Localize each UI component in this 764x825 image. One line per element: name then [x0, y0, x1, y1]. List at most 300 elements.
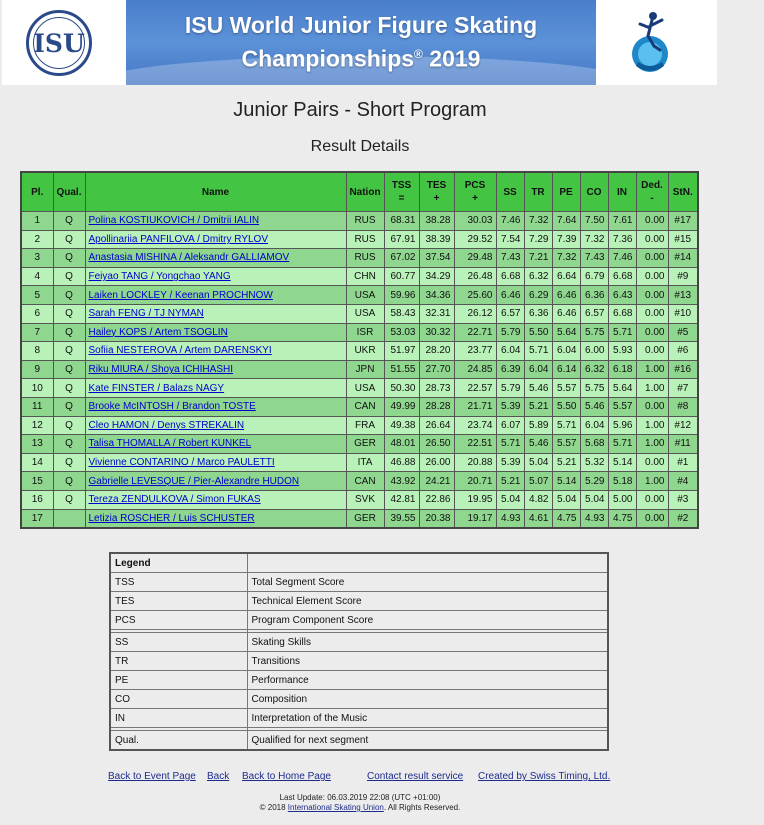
skater-name-link[interactable]: Feiyao TANG / Yongchao YANG [88, 271, 231, 283]
back-to-home-link[interactable]: Back to Home Page [242, 771, 331, 782]
copyright-prefix: © 2018 [259, 803, 286, 812]
cell-ded: 1.00 [636, 472, 668, 491]
skater-name-cell [85, 212, 346, 231]
col-header-ded-label: Ded. [641, 180, 663, 191]
page-title: Junior Pairs - Short Program [233, 99, 487, 121]
cell-nation: JPN [346, 360, 384, 379]
cell-co: 5.04 [580, 490, 608, 509]
cell-in: 5.64 [608, 379, 636, 398]
cell-co: 5.29 [580, 472, 608, 491]
legend-table [109, 552, 609, 751]
cell-pe: 5.14 [552, 472, 580, 491]
legend-desc: Performance [247, 671, 608, 690]
cell-tes: 27.70 [419, 360, 454, 379]
col-header-ded-op: - [650, 193, 654, 204]
cell-stn: #9 [668, 267, 698, 286]
cell-ded: 0.00 [636, 304, 668, 323]
cell-stn: #6 [668, 342, 698, 361]
cell-nation: RUS [346, 230, 384, 249]
cell-tr: 7.29 [524, 230, 552, 249]
col-header-pl: Pl. [21, 172, 53, 212]
skater-name-cell [85, 453, 346, 472]
legend-title-blank [247, 553, 608, 573]
cell-pl: 11 [21, 397, 53, 416]
cell-pcs: 25.60 [454, 286, 496, 305]
results-header-row [21, 172, 698, 212]
cell-co: 4.93 [580, 509, 608, 528]
table-row [21, 509, 698, 528]
col-header-tr: TR [524, 172, 552, 212]
copyright [0, 803, 720, 812]
skater-name-link[interactable]: Polina KOSTIUKOVICH / Dmitrii IALIN [88, 215, 260, 227]
cell-qual: Q [53, 249, 85, 268]
championship-banner [126, 0, 596, 85]
cell-tr: 4.82 [524, 490, 552, 509]
skater-name-cell [85, 304, 346, 323]
cell-pe: 6.46 [552, 286, 580, 305]
legend-row [110, 690, 608, 709]
cell-tes: 24.21 [419, 472, 454, 491]
cell-pl: 5 [21, 286, 53, 305]
cell-nation: ITA [346, 453, 384, 472]
cell-ss: 4.93 [496, 509, 524, 528]
col-header-name: Name [85, 172, 346, 212]
cell-tr: 5.50 [524, 323, 552, 342]
cell-qual: Q [53, 212, 85, 231]
cell-nation: GER [346, 509, 384, 528]
table-row [21, 342, 698, 361]
cell-stn: #8 [668, 397, 698, 416]
cell-tss: 53.03 [384, 323, 419, 342]
cell-ss: 7.46 [496, 212, 524, 231]
table-row [21, 304, 698, 323]
results-body [21, 212, 698, 529]
cell-stn: #11 [668, 435, 698, 454]
col-header-co: CO [580, 172, 608, 212]
cell-ded: 0.00 [636, 212, 668, 231]
cell-tss: 60.77 [384, 267, 419, 286]
cell-tes: 34.36 [419, 286, 454, 305]
skater-name-cell [85, 286, 346, 305]
skater-name-link[interactable]: Apollinariia PANFILOVA / Dmitry RYLOV [88, 233, 269, 245]
cell-pe: 5.21 [552, 453, 580, 472]
legend-abbr: PE [110, 671, 247, 690]
skater-name-cell [85, 472, 346, 491]
cell-co: 5.46 [580, 397, 608, 416]
cell-ss: 7.54 [496, 230, 524, 249]
cell-qual: Q [53, 323, 85, 342]
legend-row [110, 573, 608, 592]
cell-in: 4.75 [608, 509, 636, 528]
cell-pe: 5.64 [552, 323, 580, 342]
cell-nation: RUS [346, 249, 384, 268]
cell-ss: 5.04 [496, 490, 524, 509]
cell-tss: 42.81 [384, 490, 419, 509]
cell-qual: Q [53, 267, 85, 286]
col-header-pcs-label: PCS [464, 180, 486, 191]
col-header-tes-label: TES [426, 180, 447, 191]
cell-ded: 0.00 [636, 342, 668, 361]
banner-title-line2 [126, 41, 596, 73]
cell-pl: 12 [21, 416, 53, 435]
cell-pe: 7.39 [552, 230, 580, 249]
table-row [21, 416, 698, 435]
skater-name-link[interactable]: Letizia ROSCHER / Luis SCHUSTER [88, 512, 255, 524]
cell-co: 6.04 [580, 416, 608, 435]
cell-tr: 4.61 [524, 509, 552, 528]
legend-header-row [110, 553, 608, 573]
banner-title-year: 2019 [429, 45, 481, 72]
legend-abbr: PCS [110, 611, 247, 630]
cell-stn: #12 [668, 416, 698, 435]
cell-tss: 51.55 [384, 360, 419, 379]
legend-desc: Interpretation of the Music [247, 709, 608, 728]
cell-co: 7.32 [580, 230, 608, 249]
cell-ss: 6.04 [496, 342, 524, 361]
cell-pcs: 19.17 [454, 509, 496, 528]
cell-tes: 26.64 [419, 416, 454, 435]
legend-row [110, 731, 608, 751]
cell-stn: #13 [668, 286, 698, 305]
cell-qual [53, 509, 85, 528]
cell-in: 6.43 [608, 286, 636, 305]
cell-pl: 4 [21, 267, 53, 286]
cell-qual: Q [53, 490, 85, 509]
cell-in: 5.00 [608, 490, 636, 509]
cell-in: 7.36 [608, 230, 636, 249]
cell-in: 6.68 [608, 267, 636, 286]
table-row [21, 435, 698, 454]
cell-qual: Q [53, 472, 85, 491]
skater-name-link[interactable]: Riku MIURA / Shoya ICHIHASHI [88, 364, 233, 376]
col-header-pcs-op: + [472, 193, 478, 204]
cell-ss: 5.39 [496, 453, 524, 472]
table-row [21, 397, 698, 416]
cell-in: 5.71 [608, 435, 636, 454]
cell-pe: 5.50 [552, 397, 580, 416]
cell-co: 6.36 [580, 286, 608, 305]
skater-name-link[interactable]: Vivienne CONTARINO / Marco PAULETTI [88, 457, 275, 469]
skater-name-cell [85, 249, 346, 268]
cell-stn: #10 [668, 304, 698, 323]
cell-ded: 0.00 [636, 267, 668, 286]
cell-in: 7.46 [608, 249, 636, 268]
cell-pe: 7.32 [552, 249, 580, 268]
skater-name-link[interactable]: Kate FINSTER / Balazs NAGY [88, 382, 225, 394]
cell-stn: #3 [668, 490, 698, 509]
cell-tr: 5.89 [524, 416, 552, 435]
cell-pl: 3 [21, 249, 53, 268]
cell-nation: FRA [346, 416, 384, 435]
legend-abbr: TR [110, 652, 247, 671]
cell-tes: 28.73 [419, 379, 454, 398]
cell-pe: 4.75 [552, 509, 580, 528]
col-header-ss: SS [496, 172, 524, 212]
legend-desc: Transitions [247, 652, 608, 671]
skater-name-link[interactable]: Cleo HAMON / Denys STREKALIN [88, 419, 245, 431]
cell-qual: Q [53, 397, 85, 416]
cell-tr: 5.04 [524, 453, 552, 472]
cell-tr: 5.21 [524, 397, 552, 416]
cell-tss: 39.55 [384, 509, 419, 528]
skater-name-cell [85, 379, 346, 398]
cell-nation: RUS [346, 212, 384, 231]
skater-name-link[interactable]: Sarah FENG / TJ NYMAN [88, 308, 204, 320]
cell-pe: 6.64 [552, 267, 580, 286]
cell-stn: #4 [668, 472, 698, 491]
col-header-ded [636, 172, 668, 212]
table-row [21, 490, 698, 509]
cell-pcs: 23.74 [454, 416, 496, 435]
registered-mark: ® [414, 47, 423, 61]
cell-tes: 28.20 [419, 342, 454, 361]
cell-qual: Q [53, 435, 85, 454]
cell-pl: 10 [21, 379, 53, 398]
col-header-tss-op: = [398, 193, 405, 204]
cell-tss: 51.97 [384, 342, 419, 361]
cell-stn: #1 [668, 453, 698, 472]
cell-pe: 6.14 [552, 360, 580, 379]
cell-tes: 38.28 [419, 212, 454, 231]
cell-pcs: 26.12 [454, 304, 496, 323]
swiss-timing-link[interactable]: Created by Swiss Timing, Ltd. [478, 771, 611, 782]
cell-pe: 5.71 [552, 416, 580, 435]
cell-qual: Q [53, 360, 85, 379]
skater-name-cell [85, 267, 346, 286]
cell-co: 5.68 [580, 435, 608, 454]
table-row [21, 323, 698, 342]
cell-tr: 5.46 [524, 435, 552, 454]
cell-in: 5.18 [608, 472, 636, 491]
cell-tss: 50.30 [384, 379, 419, 398]
cell-co: 5.32 [580, 453, 608, 472]
cell-ded: 1.00 [636, 360, 668, 379]
skater-name-cell [85, 342, 346, 361]
legend-row [110, 611, 608, 630]
cell-ded: 0.00 [636, 249, 668, 268]
legend-abbr: IN [110, 709, 247, 728]
cell-tes: 34.29 [419, 267, 454, 286]
cell-in: 5.96 [608, 416, 636, 435]
cell-nation: CAN [346, 472, 384, 491]
cell-pl: 1 [21, 212, 53, 231]
cell-pe: 6.46 [552, 304, 580, 323]
cell-qual: Q [53, 286, 85, 305]
skater-name-link[interactable]: Talisa THOMALLA / Robert KUNKEL [88, 438, 252, 450]
cell-ded: 0.00 [636, 230, 668, 249]
cell-pcs: 29.48 [454, 249, 496, 268]
cell-in: 5.14 [608, 453, 636, 472]
cell-pe: 5.04 [552, 490, 580, 509]
cell-tr: 6.32 [524, 267, 552, 286]
cell-ded: 0.00 [636, 490, 668, 509]
cell-pl: 8 [21, 342, 53, 361]
legend-row [110, 633, 608, 652]
legend-title: Legend [110, 553, 247, 573]
back-to-event-link[interactable]: Back to Event Page [108, 771, 196, 782]
cell-pe: 7.64 [552, 212, 580, 231]
cell-qual: Q [53, 304, 85, 323]
cell-stn: #16 [668, 360, 698, 379]
cell-pcs: 30.03 [454, 212, 496, 231]
cell-nation: ISR [346, 323, 384, 342]
cell-tss: 46.88 [384, 453, 419, 472]
skater-name-link[interactable]: Laiken LOCKLEY / Keenan PROCHNOW [88, 289, 273, 301]
cell-tr: 6.36 [524, 304, 552, 323]
skater-name-cell [85, 509, 346, 528]
skater-name-cell [85, 323, 346, 342]
isu-logo-text: ISU [33, 28, 85, 58]
cell-co: 6.00 [580, 342, 608, 361]
cell-co: 7.43 [580, 249, 608, 268]
cell-pl: 2 [21, 230, 53, 249]
cell-stn: #17 [668, 212, 698, 231]
skater-name-link[interactable]: Tereza ZENDULKOVA / Simon FUKAS [88, 494, 261, 506]
cell-ded: 1.00 [636, 379, 668, 398]
legend-abbr: TSS [110, 573, 247, 592]
legend-desc: Program Component Score [247, 611, 608, 630]
skater-name-cell [85, 360, 346, 379]
isu-logo[interactable] [26, 10, 92, 76]
table-row [21, 379, 698, 398]
cell-nation: USA [346, 379, 384, 398]
cell-co: 5.75 [580, 323, 608, 342]
legend-abbr: Qual. [110, 731, 247, 751]
cell-pe: 6.04 [552, 342, 580, 361]
cell-in: 5.57 [608, 397, 636, 416]
cell-ded: 0.00 [636, 397, 668, 416]
cell-tr: 6.29 [524, 286, 552, 305]
cell-pcs: 20.88 [454, 453, 496, 472]
cell-in: 6.18 [608, 360, 636, 379]
cell-co: 6.57 [580, 304, 608, 323]
cell-nation: CAN [346, 397, 384, 416]
legend-desc: Total Segment Score [247, 573, 608, 592]
contact-result-service-link[interactable]: Contact result service [367, 771, 464, 782]
cell-co: 6.32 [580, 360, 608, 379]
cell-nation: SVK [346, 490, 384, 509]
cell-ss: 6.46 [496, 286, 524, 305]
cell-tes: 20.38 [419, 509, 454, 528]
cell-tss: 58.43 [384, 304, 419, 323]
cell-pl: 7 [21, 323, 53, 342]
banner-title-word: Championships [241, 45, 415, 72]
skater-name-cell [85, 435, 346, 454]
cell-ss: 5.79 [496, 379, 524, 398]
cell-tes: 38.39 [419, 230, 454, 249]
table-row [21, 360, 698, 379]
cell-tes: 37.54 [419, 249, 454, 268]
cell-tr: 5.46 [524, 379, 552, 398]
isu-link[interactable]: International Skating Union [287, 803, 384, 812]
cell-tss: 59.96 [384, 286, 419, 305]
cell-ss: 6.57 [496, 304, 524, 323]
legend-row [110, 671, 608, 690]
cell-ded: 0.00 [636, 509, 668, 528]
skater-name-cell [85, 397, 346, 416]
table-row [21, 230, 698, 249]
skater-name-link[interactable]: Sofiia NESTEROVA / Artem DARENSKYI [88, 345, 272, 357]
cell-ss: 6.39 [496, 360, 524, 379]
cell-pl: 13 [21, 435, 53, 454]
cell-tes: 30.32 [419, 323, 454, 342]
cell-pe: 5.57 [552, 435, 580, 454]
skater-name-link[interactable]: Anastasia MISHINA / Aleksandr GALLIAMOV [88, 252, 290, 264]
cell-pcs: 20.71 [454, 472, 496, 491]
copyright-suffix: . All Rights Reserved. [383, 803, 461, 812]
legend-row [110, 592, 608, 611]
cell-tss: 67.02 [384, 249, 419, 268]
skater-name-link[interactable]: Gabrielle LEVESQUE / Pier-Alexandre HUDON [88, 475, 300, 487]
cell-tes: 26.00 [419, 453, 454, 472]
header-banner [2, 0, 717, 85]
legend-desc: Technical Element Score [247, 592, 608, 611]
cell-ded: 1.00 [636, 416, 668, 435]
cell-ss: 5.21 [496, 472, 524, 491]
col-header-in: IN [608, 172, 636, 212]
skater-name-link[interactable]: Brooke McINTOSH / Brandon TOSTE [88, 401, 256, 413]
cell-tes: 28.28 [419, 397, 454, 416]
table-row [21, 453, 698, 472]
col-header-tes-op: + [433, 193, 440, 204]
cell-pcs: 23.77 [454, 342, 496, 361]
table-row [21, 267, 698, 286]
legend-desc: Qualified for next segment [247, 731, 608, 751]
cell-ss: 6.68 [496, 267, 524, 286]
cell-pcs: 22.57 [454, 379, 496, 398]
cell-tr: 7.21 [524, 249, 552, 268]
cell-ded: 0.00 [636, 286, 668, 305]
cell-qual: Q [53, 230, 85, 249]
cell-pcs: 19.95 [454, 490, 496, 509]
cell-nation: UKR [346, 342, 384, 361]
cell-tr: 6.04 [524, 360, 552, 379]
skater-name-link[interactable]: Hailey KOPS / Artem TSOGLIN [88, 326, 228, 338]
cell-pl: 9 [21, 360, 53, 379]
cell-co: 7.50 [580, 212, 608, 231]
cell-tes: 22.86 [419, 490, 454, 509]
col-header-qual: Qual. [53, 172, 85, 212]
cell-tss: 48.01 [384, 435, 419, 454]
table-row [21, 472, 698, 491]
cell-nation: USA [346, 286, 384, 305]
legend-body [110, 553, 608, 750]
cell-tes: 32.31 [419, 304, 454, 323]
cell-ss: 5.39 [496, 397, 524, 416]
cell-tss: 49.38 [384, 416, 419, 435]
cell-pl: 17 [21, 509, 53, 528]
cell-ded: 1.00 [636, 435, 668, 454]
legend-desc: Composition [247, 690, 608, 709]
cell-tss: 67.91 [384, 230, 419, 249]
cell-tss: 49.99 [384, 397, 419, 416]
cell-stn: #15 [668, 230, 698, 249]
cell-pl: 6 [21, 304, 53, 323]
cell-in: 7.61 [608, 212, 636, 231]
cell-ss: 6.07 [496, 416, 524, 435]
cell-tr: 7.32 [524, 212, 552, 231]
back-link[interactable]: Back [207, 771, 230, 782]
cell-stn: #2 [668, 509, 698, 528]
cell-pcs: 22.51 [454, 435, 496, 454]
skater-name-cell [85, 416, 346, 435]
cell-nation: USA [346, 304, 384, 323]
page-subtitle: Result Details [310, 138, 410, 155]
cell-tes: 26.50 [419, 435, 454, 454]
cell-ded: 0.00 [636, 323, 668, 342]
cell-tr: 5.07 [524, 472, 552, 491]
cell-tss: 68.31 [384, 212, 419, 231]
